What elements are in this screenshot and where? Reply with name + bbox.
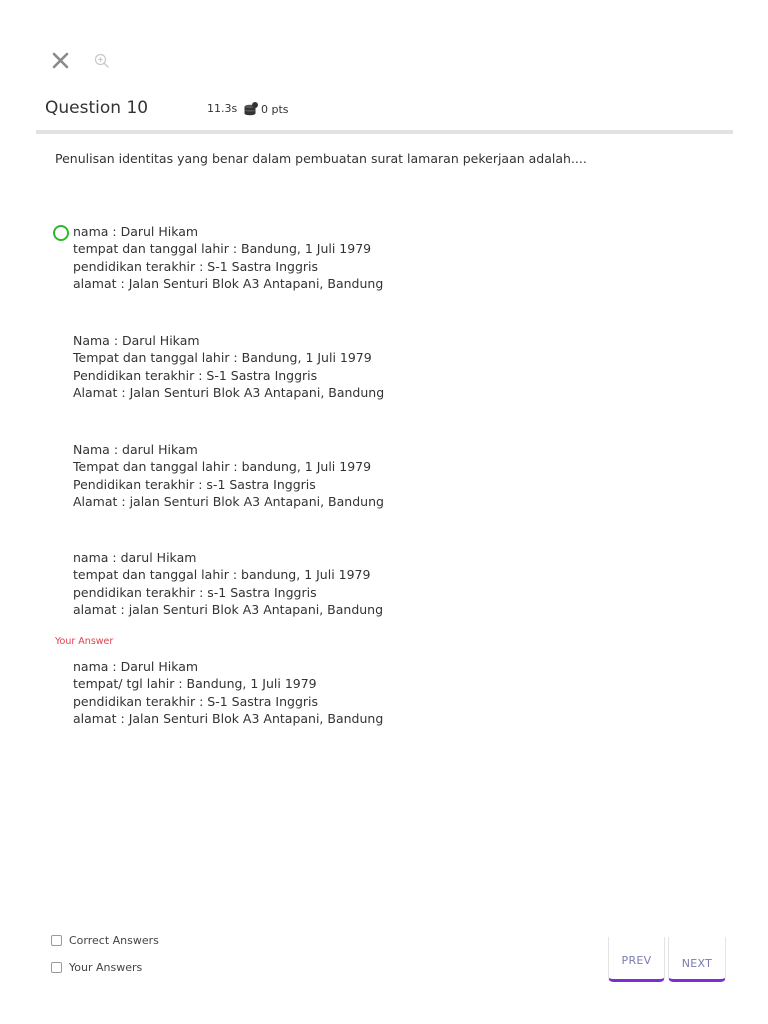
- correct-answer-radio[interactable]: [53, 225, 69, 241]
- option-line: tempat dan tanggal lahir : Bandung, 1 Juli 1979: [73, 241, 372, 257]
- option-line: Pendidikan terakhir : s-1 Sastra Inggris: [73, 476, 316, 492]
- question-header: [36, 92, 733, 134]
- prev-button[interactable]: PREV: [608, 937, 665, 982]
- option-line: Alamat : Jalan Senturi Blok A3 Antapani, Bandung: [73, 384, 385, 400]
- question-title: Question 10: [45, 98, 149, 118]
- close-icon[interactable]: [50, 50, 72, 72]
- checkbox-correct-answers[interactable]: [51, 935, 62, 946]
- option-line: Tempat dan tanggal lahir : Bandung, 1 Juli 1979: [73, 350, 372, 366]
- option-line: alamat : Jalan Senturi Blok A3 Antapani, Bandung: [73, 275, 384, 291]
- option-line: Nama : Darul Hikam: [73, 333, 200, 348]
- answer-option-1[interactable]: [73, 223, 633, 292]
- zoom-in-icon[interactable]: [93, 52, 111, 70]
- answer-option-5[interactable]: [73, 658, 633, 727]
- question-text: Penulisan identitas yang benar dalam pembuatan surat lamaran pekerjaan adalah....: [55, 151, 587, 166]
- answer-option-3[interactable]: [73, 441, 633, 510]
- option-line: tempat dan tanggal lahir : bandung, 1 Juli 1979: [73, 567, 371, 583]
- points-display: [243, 101, 289, 117]
- option-line: tempat/ tgl lahir : Bandung, 1 Juli 1979: [73, 676, 317, 692]
- option-line: nama : Darul Hikam: [73, 659, 199, 674]
- option-line: pendidikan terakhir : S-1 Sastra Inggris: [73, 258, 319, 274]
- option-line: Tempat dan tanggal lahir : bandung, 1 Juli 1979: [73, 459, 372, 475]
- legend-yours-label: Your Answers: [69, 961, 143, 974]
- time-taken: 11.3s: [207, 102, 238, 115]
- option-line: alamat : Jalan Senturi Blok A3 Antapani, Bandung: [73, 710, 384, 726]
- option-line: Pendidikan terakhir : S-1 Sastra Inggris: [73, 367, 318, 383]
- answer-option-4[interactable]: [73, 549, 633, 618]
- answer-option-2[interactable]: [73, 332, 633, 401]
- legend-correct-answers[interactable]: [51, 934, 159, 947]
- legend-correct-label: Correct Answers: [69, 934, 159, 947]
- option-line: alamat : jalan Senturi Blok A3 Antapani, Bandung: [73, 601, 384, 617]
- checkbox-your-answers[interactable]: [51, 962, 62, 973]
- option-line: pendidikan terakhir : s-1 Sastra Inggris: [73, 584, 317, 600]
- option-line: Alamat : jalan Senturi Blok A3 Antapani, Bandung: [73, 493, 384, 509]
- option-line: pendidikan terakhir : S-1 Sastra Inggris: [73, 693, 319, 709]
- option-line: Nama : darul Hikam: [73, 442, 198, 457]
- legend-your-answers[interactable]: [51, 961, 142, 974]
- option-line: nama : Darul Hikam: [73, 224, 199, 239]
- points-value: 0 pts: [261, 102, 289, 116]
- your-answer-label: Your Answer: [55, 636, 114, 647]
- next-button[interactable]: NEXT: [668, 937, 726, 982]
- option-line: nama : darul Hikam: [73, 550, 197, 565]
- coins-icon: [243, 101, 259, 117]
